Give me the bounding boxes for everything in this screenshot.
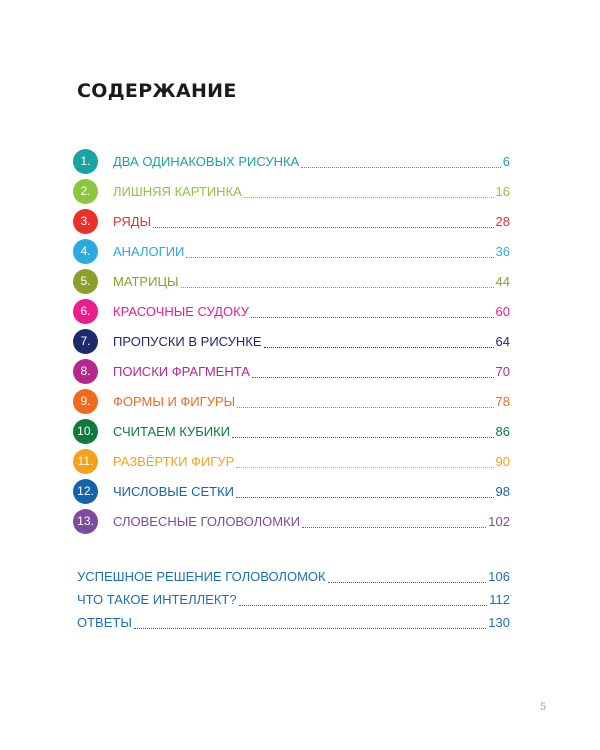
page-number: 6 [502, 153, 510, 169]
dot-leader [264, 337, 494, 348]
appendix-title: УСПЕШНОЕ РЕШЕНИЕ ГОЛОВОЛОМОК [77, 569, 326, 584]
page-number: 78 [495, 393, 510, 409]
chapter-number-badge: 9. [73, 389, 98, 414]
toc-chapter-10[interactable] [73, 416, 513, 446]
chapter-number-badge: 3. [73, 209, 98, 234]
chapter-title: ФОРМЫ И ФИГУРЫ [113, 393, 236, 409]
chapter-title: АНАЛОГИИ [113, 243, 185, 259]
chapter-number-badge: 4. [73, 239, 98, 264]
page-number: 90 [495, 453, 510, 469]
chapter-title: ПОИСКИ ФРАГМЕНТА [113, 363, 250, 379]
chapter-title: ДВА ОДИНАКОВЫХ РИСУНКА [113, 153, 300, 169]
chapter-number-badge: 12. [73, 479, 98, 504]
page-number: 70 [495, 363, 510, 379]
dot-leader [134, 618, 486, 629]
toc-chapter-12[interactable] [73, 476, 513, 506]
toc-appendix-entry[interactable] [77, 565, 510, 588]
toc-list [73, 146, 513, 536]
page-number: 98 [495, 483, 510, 499]
toc-chapter-9[interactable] [73, 386, 513, 416]
toc-entry [113, 236, 510, 266]
dot-leader [302, 517, 486, 528]
toc-chapter-4[interactable] [73, 236, 513, 266]
dot-leader [239, 595, 488, 606]
toc-chapter-3[interactable] [73, 206, 513, 236]
toc-entry [113, 176, 510, 206]
chapter-number-badge: 13. [73, 509, 98, 534]
page-number: 36 [495, 243, 510, 259]
chapter-number-badge: 1. [73, 149, 98, 174]
appendix-title: ЧТО ТАКОЕ ИНТЕЛЛЕКТ? [77, 592, 237, 607]
page-number: 112 [489, 592, 510, 607]
toc-entry [113, 476, 510, 506]
chapter-title: ЛИШНЯЯ КАРТИНКА [113, 183, 242, 199]
chapter-number-badge: 7. [73, 329, 98, 354]
toc-entry [113, 416, 510, 446]
page-folio-number: 5 [540, 702, 547, 713]
dot-leader [232, 427, 494, 438]
dot-leader [301, 157, 501, 168]
chapter-title: СЛОВЕСНЫЕ ГОЛОВОЛОМКИ [113, 513, 301, 529]
chapter-title: СЧИТАЕМ КУБИКИ [113, 423, 231, 439]
toc-chapter-5[interactable] [73, 266, 513, 296]
chapter-title: МАТРИЦЫ [113, 273, 179, 289]
chapter-title: РЯДЫ [113, 213, 152, 229]
toc-chapter-8[interactable] [73, 356, 513, 386]
chapter-number-badge: 5. [73, 269, 98, 294]
toc-chapter-13[interactable] [73, 506, 513, 536]
dot-leader [236, 487, 494, 498]
page-number: 102 [488, 513, 510, 529]
chapter-number-badge: 6. [73, 299, 98, 324]
toc-appendix-entry[interactable] [77, 588, 510, 611]
toc-chapter-1[interactable] [73, 146, 513, 176]
dot-leader [186, 247, 493, 258]
toc-chapter-7[interactable] [73, 326, 513, 356]
dot-leader [153, 217, 493, 228]
page-number: 106 [488, 569, 510, 584]
dot-leader [251, 307, 493, 318]
chapter-title: ПРОПУСКИ В РИСУНКЕ [113, 333, 262, 349]
toc-entry [113, 326, 510, 356]
toc-entry [113, 296, 510, 326]
toc-chapter-6[interactable] [73, 296, 513, 326]
page-number: 16 [495, 183, 510, 199]
toc-entry [113, 146, 510, 176]
chapter-title: КРАСОЧНЫЕ СУДОКУ [113, 303, 250, 319]
dot-leader [328, 572, 487, 583]
toc-entry [113, 206, 510, 236]
dot-leader [181, 277, 494, 288]
page-number: 64 [495, 333, 510, 349]
toc-entry [113, 266, 510, 296]
chapter-number-badge: 11. [73, 449, 98, 474]
dot-leader [244, 187, 494, 198]
toc-chapter-2[interactable] [73, 176, 513, 206]
page-title: СОДЕРЖАНИЕ [77, 80, 237, 102]
chapter-number-badge: 8. [73, 359, 98, 384]
dot-leader [236, 457, 493, 468]
appendix-title: ОТВЕТЫ [77, 615, 132, 630]
toc-appendix-entry[interactable] [77, 611, 510, 634]
chapter-title: ЧИСЛОВЫЕ СЕТКИ [113, 483, 234, 499]
toc-entry [113, 506, 510, 536]
page-number: 60 [495, 303, 510, 319]
toc-chapter-11[interactable] [73, 446, 513, 476]
toc-entry [113, 386, 510, 416]
page-number: 86 [495, 423, 510, 439]
toc-entry [113, 446, 510, 476]
toc-entry [113, 356, 510, 386]
toc-appendix-list [77, 565, 510, 634]
dot-leader [252, 367, 494, 378]
chapter-number-badge: 10. [73, 419, 98, 444]
chapter-title: РАЗВЁРТКИ ФИГУР [113, 453, 235, 469]
dot-leader [237, 397, 493, 408]
page-number: 130 [488, 615, 510, 630]
page-number: 28 [495, 213, 510, 229]
chapter-number-badge: 2. [73, 179, 98, 204]
page-number: 44 [495, 273, 510, 289]
